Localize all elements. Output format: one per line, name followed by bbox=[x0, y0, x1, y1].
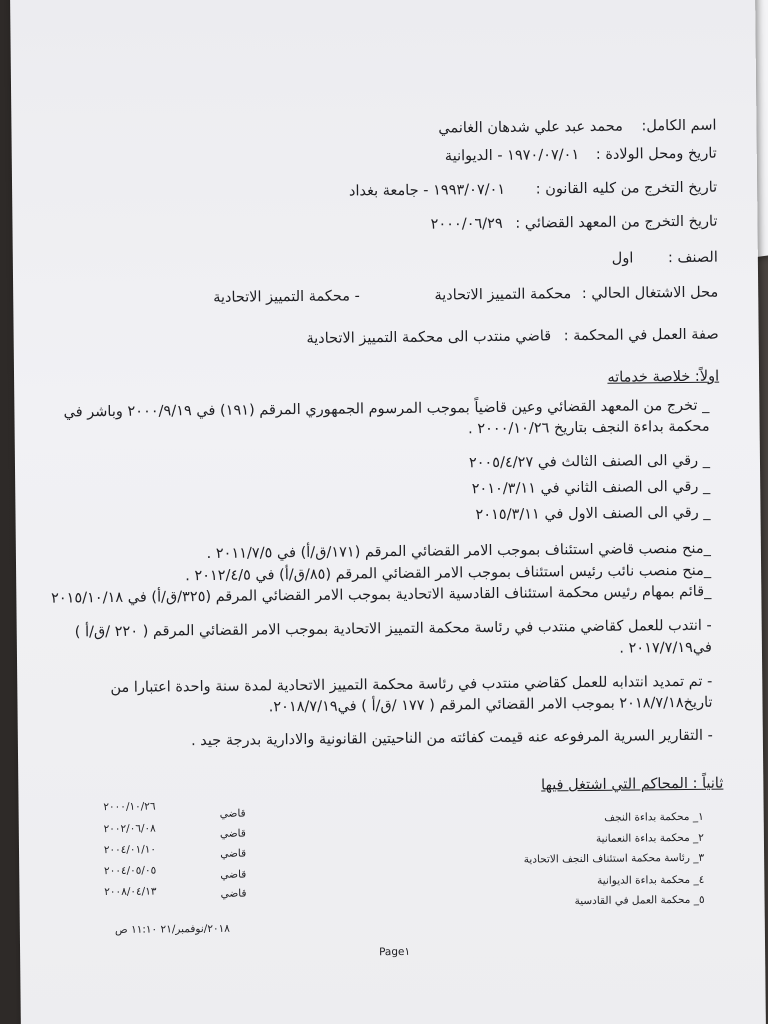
full-name-row bbox=[438, 118, 716, 137]
section2-title: ثانياً : المحاكم التي اشتغل فيها bbox=[541, 775, 724, 794]
court-name: ١_ محكمة بداءة النجف bbox=[604, 810, 704, 824]
promotion-item: _ رقي الى الصنف الثالث في ٢٠٠٥/٤/٢٧ bbox=[468, 452, 711, 472]
workplace-label: محل الاشتغال الحالي : bbox=[581, 284, 719, 303]
appointment-item: _منح منصب قاضي استئناف بموجب الامر القضائي المرقم (١٧١/ق/أ) في ٢٠١١/٧/٥ . bbox=[206, 540, 711, 562]
service-p1-line2: محكمة بداءة النجف بتاريخ ٢٠٠٠/١٠/٢٦ . bbox=[467, 418, 710, 438]
institute-grad-value: ٢٠٠٠/٠٦/٢٩ bbox=[430, 215, 503, 233]
reports-line: - التقارير السرية المرفوعه عنه قيمت كفائته من الناحيتين القانونية والادارية بدرجة جيد . bbox=[190, 727, 713, 750]
law-grad-value: ١٩٩٣/٠٧/٠١ - جامعة بغداد bbox=[348, 181, 506, 200]
appointment-item: _قائم بمهام رئيس محكمة استئناف القادسية الاتحادية بموجب الامر القضائي المرقم (٣٢٥/ق/أ) في ٢٠١٥/١٠/١٨ bbox=[50, 583, 712, 607]
appointment-item: _منح منصب نائب رئيس استئناف بموجب الامر القضائي المرقم (٨٥/ق/أ) في ٢٠١٢/٤/٥ . bbox=[185, 562, 712, 585]
workplace-value: محكمة التمييز الاتحادية bbox=[434, 286, 572, 304]
law-grad-row bbox=[349, 180, 717, 200]
service-p1-line1: _ تخرج من المعهد القضائي وعين قاضياً بموجب المرسوم الجمهوري المرقم (١٩١) في ٢٠٠٠/٩/١٩ وباشر في bbox=[63, 397, 710, 421]
court-date: ٢٠٠٨/٠٤/١٣ bbox=[104, 885, 157, 899]
extend-line1: - تم تمديد انتدابه للعمل كقاضي منتدب في رئاسة محكمة التمييز الاتحادية لمدة سنة واحدة اعتبارا من bbox=[110, 673, 713, 696]
document-page bbox=[10, 0, 766, 1024]
court-role: قاضي bbox=[220, 887, 247, 900]
birth-row bbox=[445, 146, 717, 165]
delegate-line2: في٢٠١٧/٧/١٩ . bbox=[619, 639, 713, 657]
court-date: ٢٠٠٤/٠١/١٠ bbox=[103, 843, 157, 857]
court-name: ٣_ رئاسة محكمة استئناف النجف الاتحادية bbox=[523, 851, 705, 866]
court-name: ٥_ محكمة العمل في القادسية bbox=[574, 893, 705, 908]
law-grad-label: تاريخ التخرج من كليه القانون : bbox=[535, 179, 718, 198]
workplace-row bbox=[213, 285, 718, 306]
court-role: قاضي bbox=[220, 868, 247, 881]
role-row bbox=[306, 327, 718, 347]
court-name: ٤_ محكمة بداءة الديوانية bbox=[597, 873, 705, 887]
promotion-item: _ رقي الى الصنف الثاني في ٢٠١٠/٣/١١ bbox=[471, 478, 711, 498]
grade-label: الصنف : bbox=[667, 249, 718, 267]
court-name: ٢_ محكمة بداءة النعمانية bbox=[595, 831, 704, 845]
workplace-value-2: - محكمة التمييز الاتحادية bbox=[213, 288, 360, 306]
court-role: قاضي bbox=[219, 827, 246, 840]
extend-line2: تاريخ٢٠١٨/٧/١٨ بموجب الامر القضائي المرقم ( ١٧٧ /ق/أ ) في٢٠١٨/٧/١٩. bbox=[268, 694, 713, 716]
grade-value: اول bbox=[611, 250, 634, 267]
role-label: صفة العمل في المحكمة : bbox=[563, 326, 719, 345]
institute-grad-label: تاريخ التخرج من المعهد القضائي : bbox=[515, 213, 718, 232]
institute-grad-row bbox=[431, 214, 718, 233]
promotion-item: _ رقي الى الصنف الاول في ٢٠١٥/٣/١١ bbox=[475, 504, 711, 524]
birth-value: ١٩٧٠/٠٧/٠١ - الديوانية bbox=[444, 147, 580, 165]
delegate-line1: - انتدب للعمل كقاضي منتدب في رئاسة محكمة التمييز الاتحادية بموجب الامر القضائي المرقم ( ٢٢٠ /ق/أ ) bbox=[74, 617, 712, 641]
court-date: ٢٠٠٠/١٠/٢٦ bbox=[103, 800, 156, 814]
print-timestamp: ٢٠١٨/نوفمبر/٢١ ١١:١٠ ص bbox=[114, 922, 230, 936]
page-number: Page١ bbox=[378, 945, 411, 959]
section1-title: اولاً: خلاصة خدماته bbox=[607, 368, 720, 386]
court-date: ٢٠٠٤/٠٥/٠٥ bbox=[103, 864, 157, 878]
birth-label: تاريخ ومحل الولادة : bbox=[595, 145, 717, 163]
full-name-label: اسم الكامل: bbox=[641, 117, 717, 135]
role-value: قاضي منتدب الى محكمة التمييز الاتحادية bbox=[306, 328, 552, 347]
grade-row bbox=[612, 250, 718, 267]
full-name-value: محمد عبد علي شدهان الغانمي bbox=[438, 118, 623, 137]
court-date: ٢٠٠٢/٠٦/٠٨ bbox=[103, 822, 156, 836]
court-role: قاضي bbox=[219, 807, 246, 820]
court-role: قاضي bbox=[220, 847, 247, 860]
